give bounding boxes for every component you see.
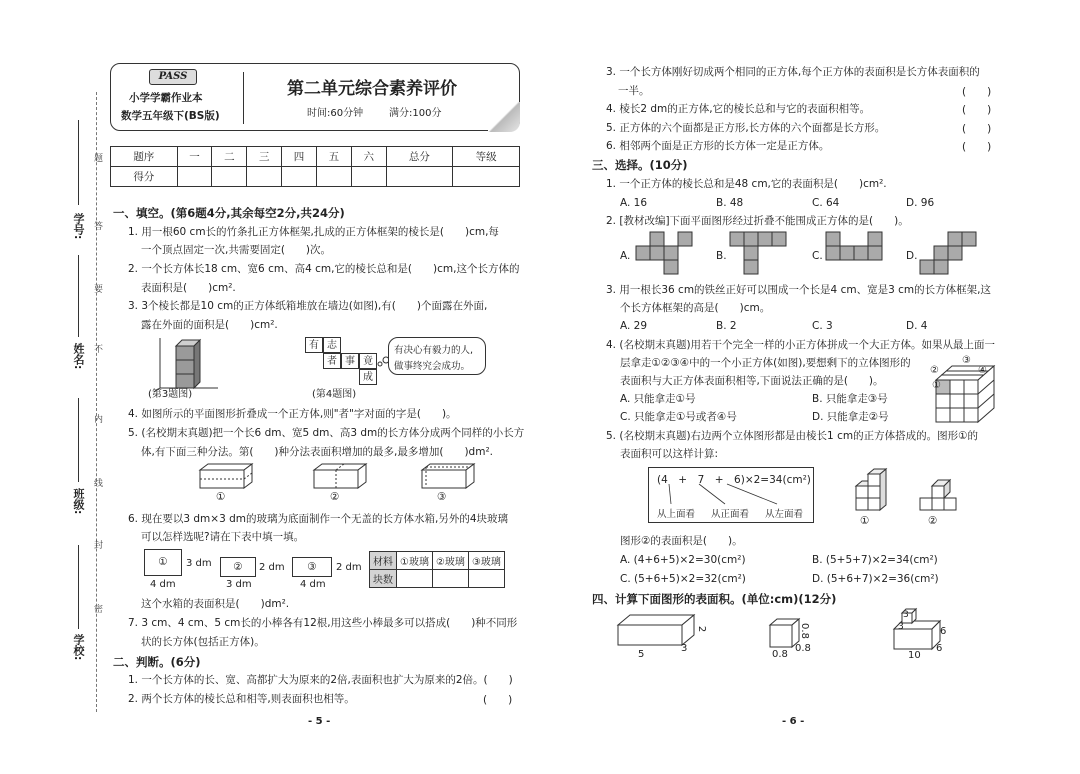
net-c bbox=[824, 232, 882, 276]
glass-piece-2: ② bbox=[220, 557, 256, 577]
judge-2-answer[interactable]: ( ) bbox=[483, 694, 513, 706]
q3-line1: 3. 3个棱长都是10 cm的正方体纸箱堆放在墙边(如图),有( )个面露在外面, bbox=[128, 300, 488, 312]
section4-heading: 四、计算下面图形的表面积。(单位:cm)(12分) bbox=[592, 592, 837, 606]
judge-6: 6. 相邻两个面是正方形的长方体一定是正方体。 bbox=[606, 140, 830, 152]
score-cell[interactable] bbox=[247, 167, 282, 187]
q4-text: 4. 如图所示的平面图形折叠成一个正方体,则"者"字对面的字是( )。 bbox=[128, 408, 457, 420]
net-d bbox=[918, 232, 976, 276]
bubble-text-2: 做事终究会成功。 bbox=[394, 361, 471, 372]
score-header-cell: 总分 bbox=[386, 147, 453, 167]
cut-box-2 bbox=[312, 462, 368, 490]
student-id-label: 学号: bbox=[72, 213, 85, 240]
material-header: ①玻璃 bbox=[397, 552, 433, 570]
choice-1-option-b[interactable]: B. 48 bbox=[716, 197, 744, 209]
choice-3-line1: 3. 用一根长36 cm的铁丝正好可以围成一个长是4 cm、宽是3 cm的长方体框架,这 bbox=[606, 284, 991, 296]
choice-4-line3: 表面积与大正方体表面积相等,下面说法正确的是( )。 bbox=[620, 375, 884, 387]
section2-heading: 二、判断。(6分) bbox=[113, 655, 201, 669]
choice-4-option-b[interactable]: B. 只能拿走③号 bbox=[812, 393, 888, 405]
view-front-note: 从正面看 bbox=[711, 509, 750, 520]
choice-1-option-d[interactable]: D. 96 bbox=[906, 197, 935, 209]
q5-line1: 5. (名校期末真题)把一个长6 dm、宽5 dm、高3 dm的长方体分成两个同样的小长方 bbox=[128, 427, 525, 439]
bubble-text-1: 有决心有毅力的人, bbox=[394, 345, 474, 356]
section3-heading: 三、选择。(10分) bbox=[592, 158, 688, 172]
cube-label-2: ② bbox=[930, 365, 939, 376]
net-b bbox=[728, 232, 786, 276]
net-square: 志 bbox=[323, 337, 341, 353]
q2-line1: 2. 一个长方体长18 cm、宽6 cm、高4 cm,它的棱长总和是( )cm,这个长方体的 bbox=[128, 263, 520, 275]
choice-3-option-c[interactable]: C. 3 bbox=[812, 320, 833, 332]
section1-heading: 一、填空。(第6题4分,其余每空2分,共24分) bbox=[113, 206, 345, 220]
name-field[interactable] bbox=[78, 255, 79, 337]
school-field[interactable] bbox=[78, 545, 79, 629]
choice-2-option-a[interactable]: A. bbox=[620, 250, 631, 262]
score-cell[interactable] bbox=[212, 167, 247, 187]
choice-4-line1: 4. (名校期末真题)用若干个完全一样的小正方体拼成一个大正方体。如果从最上面一 bbox=[606, 339, 996, 351]
choice-4-option-c[interactable]: C. 只能拿走①号或者④号 bbox=[620, 411, 737, 423]
view-left-note: 从左面看 bbox=[765, 509, 804, 520]
view-top-note: 从上面看 bbox=[657, 509, 696, 520]
material-header: ②玻璃 bbox=[432, 552, 468, 570]
choice-5-option-c[interactable]: C. (5+6+5)×2=32(cm²) bbox=[620, 573, 746, 585]
net-square: 有 bbox=[305, 337, 323, 353]
score-cell[interactable] bbox=[177, 167, 212, 187]
choice-1: 1. 一个正方体的棱长总和是48 cm,它的表面积是( )cm². bbox=[606, 178, 887, 190]
name-label: 姓名: bbox=[72, 343, 85, 370]
cut-box-3 bbox=[420, 462, 476, 490]
choice-5-option-a[interactable]: A. (4+6+5)×2=30(cm²) bbox=[620, 554, 746, 566]
score-cell[interactable] bbox=[386, 167, 453, 187]
material-count-label: 块数 bbox=[370, 570, 397, 588]
choice-4-option-d[interactable]: D. 只能拿走②号 bbox=[812, 411, 889, 423]
choice-2-option-c[interactable]: C. bbox=[812, 250, 823, 262]
material-header: ③玻璃 bbox=[468, 552, 504, 570]
choice-5-line2: 表面积可以这样计算: bbox=[620, 448, 719, 460]
score-cell[interactable] bbox=[453, 167, 520, 187]
choice-2: 2. [教材改编]下面平面图形经过折叠不能围成正方体的是( )。 bbox=[606, 215, 909, 227]
cube-label-1: ① bbox=[932, 380, 941, 391]
judge-5-answer[interactable]: ( ) bbox=[962, 123, 992, 135]
judge-5: 5. 正方体的六个面都是正方形,长方体的六个面都是长方形。 bbox=[606, 122, 886, 134]
full-score: 满分:100分 bbox=[389, 108, 442, 119]
judge-2: 2. 两个长方体的棱长总和相等,则表面积也相等。 bbox=[128, 693, 355, 705]
choice-5-line3: 图形②的表面积是( )。 bbox=[620, 535, 743, 547]
judge-4-answer[interactable]: ( ) bbox=[962, 104, 992, 116]
page-number-left: - 5 - bbox=[308, 716, 331, 727]
fig2-edge-depth: 0.8 bbox=[795, 643, 811, 654]
score-header-cell: 题序 bbox=[111, 147, 178, 167]
pass-logo: PASS bbox=[149, 69, 197, 85]
binding-strip bbox=[62, 92, 102, 712]
judge-1: 1. 一个长方体的长、宽、高都扩大为原来的2倍,表面积也扩大为原来的2倍。( ) bbox=[128, 674, 513, 686]
q2-line2: 表面积是( )cm². bbox=[141, 282, 236, 294]
fold-char: 内 bbox=[92, 414, 102, 423]
score-header-cell: 四 bbox=[282, 147, 317, 167]
q7-line1: 7. 3 cm、4 cm、5 cm长的小棒各有12根,用这些小棒最多可以搭成( )种不同形 bbox=[128, 617, 518, 629]
choice-3-option-a[interactable]: A. 29 bbox=[620, 320, 648, 332]
fig3-small-side: 3 bbox=[898, 622, 904, 632]
judge-3-line2: 一半。 bbox=[618, 85, 650, 97]
stacked-cubes-figure bbox=[150, 336, 220, 392]
calculation-formula: (4 + 7 + 6)×2=34(cm²) bbox=[657, 474, 811, 486]
material-count-cell[interactable] bbox=[468, 570, 504, 588]
page-number-right: - 6 - bbox=[782, 716, 805, 727]
glass-1-bottom: 4 dm bbox=[150, 579, 176, 590]
exam-time: 时间:60分钟 bbox=[307, 108, 364, 119]
fold-char: 题 bbox=[92, 153, 102, 162]
q1-line2: 一个顶点固定一次,共需要固定( )次。 bbox=[141, 244, 332, 256]
q6-line1: 6. 现在要以3 dm×3 dm的玻璃为底面制作一个无盖的长方体水箱,另外的4块玻璃 bbox=[128, 513, 508, 525]
q6-line3: 这个水箱的表面积是( )dm². bbox=[141, 598, 290, 610]
material-count-cell[interactable] bbox=[432, 570, 468, 588]
block-figure-2 bbox=[916, 472, 960, 516]
class-label: 班级: bbox=[72, 488, 85, 515]
q6-line2: 可以怎样选呢?请在下表中填一填。 bbox=[141, 531, 305, 543]
header-banner bbox=[110, 63, 520, 131]
score-header-cell: 二 bbox=[212, 147, 247, 167]
score-header-cell: 一 bbox=[177, 147, 212, 167]
cube-label-4: ④ bbox=[978, 365, 987, 376]
net-square: 者 bbox=[323, 353, 341, 369]
score-cell[interactable] bbox=[282, 167, 317, 187]
class-field[interactable] bbox=[78, 398, 79, 482]
fold-char: 密 bbox=[92, 604, 102, 613]
fold-char: 封 bbox=[92, 540, 102, 549]
score-cell[interactable] bbox=[351, 167, 386, 187]
school-label: 学校: bbox=[72, 634, 85, 661]
score-cell[interactable] bbox=[316, 167, 351, 187]
fold-char: 答 bbox=[92, 221, 102, 230]
choice-2-option-b[interactable]: B. bbox=[716, 250, 727, 262]
score-header-cell: 等级 bbox=[453, 147, 520, 167]
cut-box-1 bbox=[198, 462, 254, 490]
judge-3-answer[interactable]: ( ) bbox=[962, 86, 992, 98]
fig2-edge-height: 0.8 bbox=[798, 623, 810, 639]
fig2-edge-bottom: 0.8 bbox=[772, 649, 788, 660]
fold-char: 不 bbox=[92, 344, 102, 353]
student-id-field[interactable] bbox=[78, 120, 79, 205]
judge-3-line1: 3. 一个长方体刚好切成两个相同的正方体,每个正方体的表面积是长方体表面积的 bbox=[606, 66, 980, 78]
calculation-box bbox=[648, 467, 814, 523]
glass-1-side: 3 dm bbox=[186, 558, 212, 569]
speech-bubble bbox=[388, 337, 486, 375]
q1-line1: 1. 用一根60 cm长的竹条扎正方体框架,扎成的正方体框架的棱长是( )cm,每 bbox=[128, 226, 499, 238]
choice-3-line2: 个长方体框架的高是( )cm。 bbox=[620, 302, 771, 314]
net-square: 成 bbox=[359, 369, 377, 385]
material-table bbox=[369, 551, 505, 588]
fig1-length: 5 bbox=[638, 649, 645, 660]
score-header-cell: 六 bbox=[351, 147, 386, 167]
material-header: 材料 bbox=[370, 552, 397, 570]
fig1-height: 2 bbox=[696, 625, 708, 633]
glass-2-bottom: 3 dm bbox=[226, 579, 252, 590]
fig3-length: 10 bbox=[908, 650, 921, 661]
judge-6-answer[interactable]: ( ) bbox=[962, 141, 992, 153]
fold-char: 线 bbox=[92, 478, 102, 487]
book-title-line1: 小学学霸作业本 bbox=[129, 92, 203, 104]
net-a bbox=[634, 232, 692, 276]
fold-char: 要 bbox=[92, 284, 102, 293]
q7-line2: 状的长方体(包括正方体)。 bbox=[141, 636, 265, 648]
choice-4-line2: 层拿走①②③④中的一个小正方体(如图),要想剩下的立体图形的 bbox=[620, 357, 911, 369]
glass-piece-3: ③ bbox=[292, 557, 332, 577]
cube-label-3: ③ bbox=[962, 355, 971, 366]
judge-4: 4. 棱长2 dm的正方体,它的棱长总和与它的表面积相等。 bbox=[606, 103, 871, 115]
glass-3-side: 2 dm bbox=[336, 562, 362, 573]
cut-box-2-label: ② bbox=[330, 491, 340, 503]
q5-line2: 体,有下面三种分法。第( )种分法表面积增加的最多,最多增加( )dm². bbox=[141, 446, 493, 458]
cut-box-3-label: ③ bbox=[437, 491, 447, 503]
choice-1-option-c[interactable]: C. 64 bbox=[812, 197, 840, 209]
calc-arrows bbox=[649, 468, 815, 524]
page-title: 第二单元综合素养评价 bbox=[287, 79, 457, 99]
choice-5-line1: 5. (名校期末真题)右边两个立体图形都是由棱长1 cm的正方体搭成的。图形①的 bbox=[606, 430, 978, 442]
book-title-line2: 数学五年级下(BS版) bbox=[121, 110, 220, 122]
choice-5-option-b[interactable]: B. (5+5+7)×2=34(cm²) bbox=[812, 554, 938, 566]
glass-2-side: 2 dm bbox=[259, 562, 285, 573]
score-row-label: 得分 bbox=[111, 167, 178, 187]
fig3-small-top: 3 bbox=[903, 610, 909, 620]
fig1-width: 3 bbox=[681, 643, 688, 654]
cut-box-1-label: ① bbox=[216, 491, 226, 503]
choice-4-option-a[interactable]: A. 只能拿走①号 bbox=[620, 393, 696, 405]
net-square: 竟 bbox=[359, 353, 377, 369]
block-figure-1 bbox=[852, 464, 892, 516]
block-figure-2-label: ② bbox=[928, 515, 938, 527]
choice-1-option-a[interactable]: A. 16 bbox=[620, 197, 648, 209]
fold-line bbox=[96, 92, 97, 712]
glass-3-bottom: 4 dm bbox=[300, 579, 326, 590]
score-table bbox=[110, 146, 520, 187]
fig3-width: 6 bbox=[936, 643, 943, 654]
q3-line2: 露在外面的面积是( )cm². bbox=[141, 319, 278, 331]
choice-3-option-b[interactable]: B. 2 bbox=[716, 320, 737, 332]
glass-piece-1: ① bbox=[144, 549, 182, 576]
fig3-height: 6 bbox=[940, 626, 947, 637]
score-header-cell: 三 bbox=[247, 147, 282, 167]
choice-3-option-d[interactable]: D. 4 bbox=[906, 320, 928, 332]
choice-5-option-d[interactable]: D. (5+6+7)×2=36(cm²) bbox=[812, 573, 939, 585]
header-divider bbox=[243, 72, 244, 124]
block-figure-1-label: ① bbox=[860, 515, 870, 527]
choice-2-option-d[interactable]: D. bbox=[906, 250, 918, 262]
score-header-cell: 五 bbox=[316, 147, 351, 167]
page-curl-decoration bbox=[488, 102, 520, 132]
material-count-cell[interactable] bbox=[397, 570, 433, 588]
fig3-caption: (第3题图) bbox=[148, 389, 193, 400]
net-square: 事 bbox=[341, 353, 359, 369]
fig4-caption: (第4题图) bbox=[312, 389, 357, 400]
